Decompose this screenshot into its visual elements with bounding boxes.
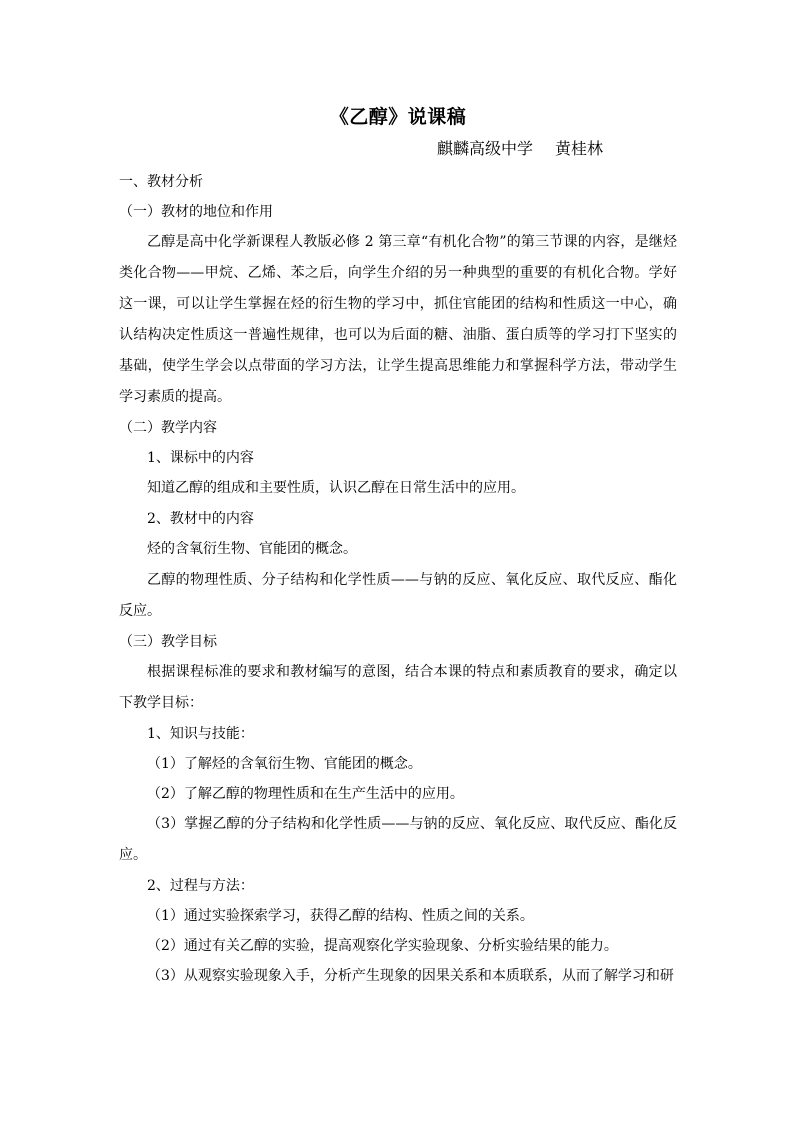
- list-item: （3）掌握乙醇的分子结构和化学性质——与钠的反应、氧化反应、取代反应、酯化反应。: [119, 816, 677, 863]
- item-heading: 2、教材中的内容: [147, 511, 254, 527]
- paragraph: 根据课程标准的要求和教材编写的意图，结合本课的特点和素质教育的要求，确定以下教学目标：: [119, 664, 677, 711]
- section-heading: 一、教材分析: [119, 174, 203, 190]
- paragraph: 乙醇是高中化学新课程人教版必修 2 第三章“有机化合物”的第三节课的内容，是继烃类化合物——甲烷、乙烯、苯之后，向学生介绍的另一种典型的重要的有机化合物。学好这一课，可以让学生掌握在烃的衍生物的学习中，抓住官能团的结构和性质这一中心，确认结构决定性质这一普遍性规律，也可以为后面的糖、油脂、蛋白质等的学习打下坚实的基础，使学生学会以点带面的学习方法，让学生提高思维能力和掌握科学方法，带动学生学习素质的提高。: [119, 234, 677, 405]
- author-line: [119, 137, 603, 161]
- list-item: （3）从观察实验现象入手，分析产生现象的因果关系和本质联系，从而了解学习和研: [147, 968, 674, 984]
- paragraph: 乙醇的物理性质、分子结构和化学性质——与钠的反应、氧化反应、取代反应、酯化反应。: [119, 572, 677, 619]
- list-item: （1）通过实验探索学习，获得乙醇的结构、性质之间的关系。: [147, 908, 534, 924]
- subsection-heading: （二）教学内容: [119, 420, 217, 436]
- list-item: （1）了解烃的含氧衍生物、官能团的概念。: [147, 756, 422, 772]
- subsection-heading: （三）教学目标: [119, 634, 217, 650]
- item-heading: 1、知识与技能：: [147, 726, 254, 742]
- author-school: 麒麟高级中学: [436, 139, 533, 158]
- paragraph: 知道乙醇的组成和主要性质，认识乙醇在日常生活中的应用。: [147, 480, 525, 496]
- page-title: 《乙醇》说课稿: [329, 106, 467, 128]
- paragraph: 烃的含氧衍生物、官能团的概念。: [147, 541, 357, 557]
- subsection-heading: （一）教材的地位和作用: [119, 204, 273, 220]
- author-name: 黄桂林: [554, 139, 603, 158]
- item-heading: 1、课标中的内容: [147, 450, 254, 466]
- item-heading: 2、过程与方法：: [147, 878, 254, 894]
- document-body: [119, 103, 677, 991]
- list-item: （2）了解乙醇的物理性质和在生产生活中的应用。: [147, 786, 464, 802]
- list-item: （2）通过有关乙醇的实验，提高观察化学实验现象、分析实验结果的能力。: [147, 938, 618, 954]
